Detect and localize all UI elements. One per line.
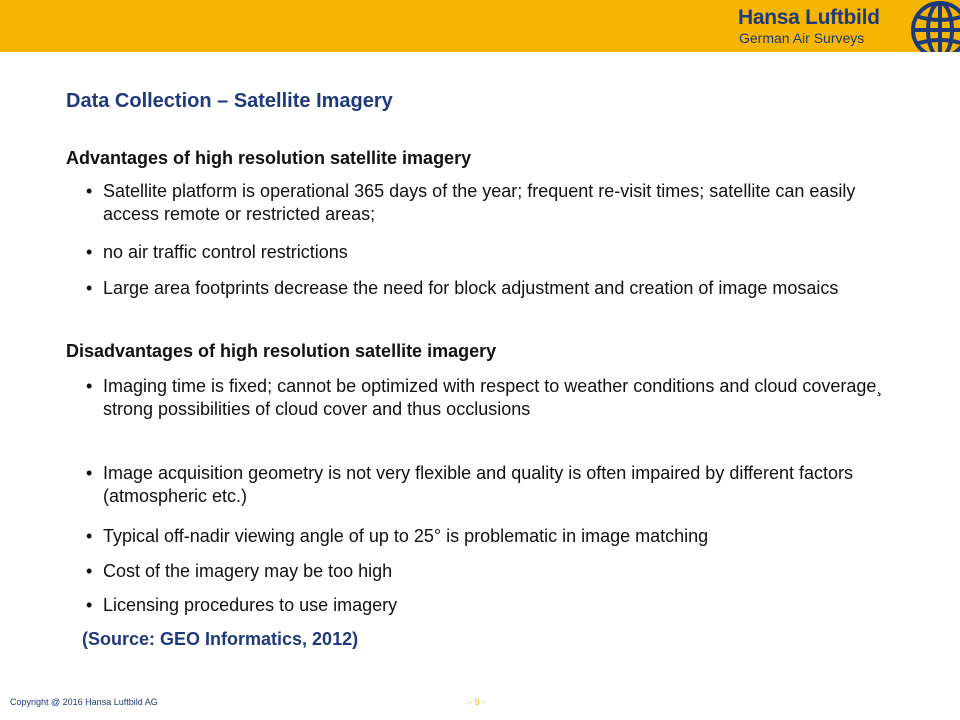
list-item <box>86 375 916 421</box>
list-item <box>86 241 916 264</box>
logo-tagline: German Air Surveys <box>739 30 865 46</box>
list-item <box>86 525 916 548</box>
bullet-text: Typical off-nadir viewing angle of up to 25° is problematic in image matching <box>103 526 709 546</box>
globe-icon <box>906 0 960 52</box>
list-item <box>86 462 916 508</box>
bullet-text: Large area footprints decrease the need for block adjustment and creation of image mosaics <box>103 278 839 298</box>
bullet-icon: • <box>86 278 93 298</box>
bullet-text: Imaging time is fixed; cannot be optimized with respect to weather conditions and cloud coverage¸ strong possibilities of cloud cover and thus occlusions <box>103 376 883 419</box>
advantages-heading: Advantages of high resolution satellite imagery <box>66 148 472 168</box>
header-bar <box>0 0 960 52</box>
bullet-icon: • <box>86 595 93 615</box>
disadvantages-heading: Disadvantages of high resolution satellite imagery <box>66 341 497 361</box>
company-logo <box>730 0 960 52</box>
bullet-icon: • <box>86 376 93 396</box>
bullet-text: Cost of the imagery may be too high <box>103 561 393 581</box>
list-item <box>86 180 916 226</box>
bullet-icon: • <box>86 561 93 581</box>
slide-title: Data Collection – Satellite Imagery <box>66 90 393 112</box>
bullet-icon: • <box>86 181 93 201</box>
list-item <box>86 277 916 300</box>
logo-name: Hansa Luftbild <box>738 6 880 29</box>
bullet-icon: • <box>86 463 93 483</box>
page-number: - 9 - <box>469 697 486 707</box>
bullet-icon: • <box>86 526 93 546</box>
bullet-text: no air traffic control restrictions <box>103 242 348 262</box>
bullet-text: Image acquisition geometry is not very flexible and quality is often impaired by different factors (atmospheric etc.) <box>103 463 854 506</box>
source-citation: (Source: GEO Informatics, 2012) <box>82 629 359 649</box>
bullet-text: Licensing procedures to use imagery <box>103 595 398 615</box>
bullet-text: Satellite platform is operational 365 days of the year; frequent re-visit times; satellite can easily access remote or restricted areas; <box>103 181 856 224</box>
footer-copyright: Copyright @ 2016 Hansa Luftbild AG <box>10 697 158 707</box>
list-item <box>86 560 916 583</box>
list-item <box>86 594 916 617</box>
bullet-icon: • <box>86 242 93 262</box>
